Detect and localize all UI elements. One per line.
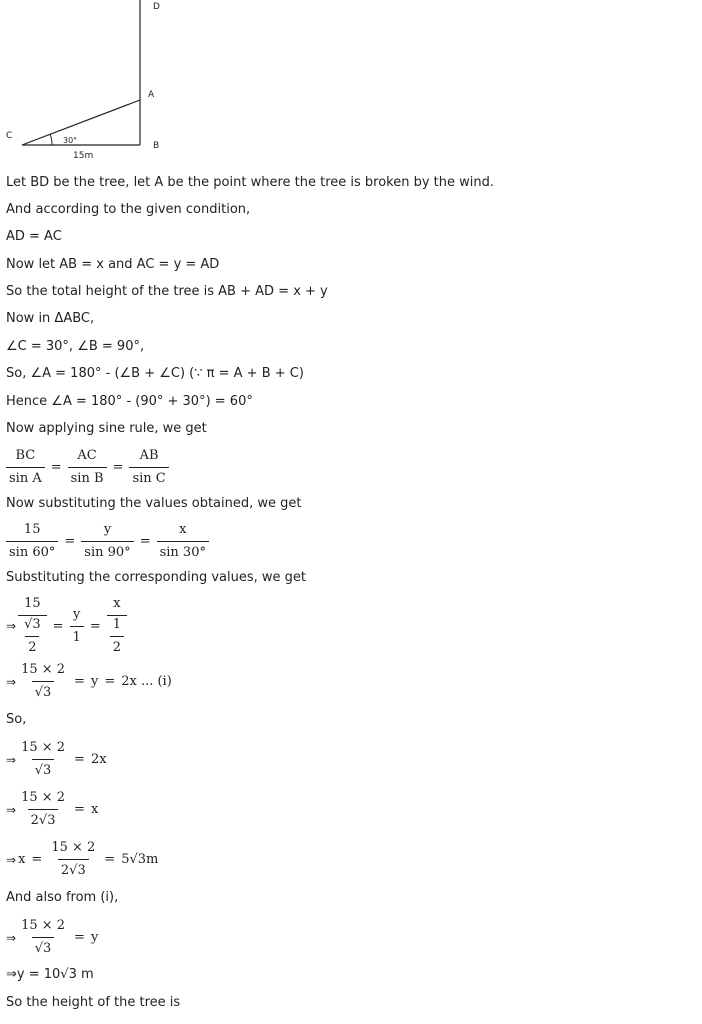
fraction-denominator: 2√3 — [28, 809, 59, 829]
equation-term: x — [90, 802, 99, 817]
fraction-denominator: √3 — [32, 681, 55, 701]
fraction-denominator: 2√3 — [58, 859, 89, 879]
equation-term: 5√3m — [121, 852, 159, 867]
fraction-numerator: 15 × 2 — [21, 790, 66, 805]
fraction-numerator: x — [179, 522, 187, 537]
equals-sign: = — [89, 618, 101, 634]
fraction-denominator: sin 90° — [81, 541, 133, 561]
equals-sign: = — [104, 674, 116, 689]
text-line-1: Let BD be the tree, let A be the point where the tree is broken by the wind. — [6, 175, 495, 190]
fraction-numerator: 15 × 2 — [21, 740, 66, 755]
equals-sign: = — [52, 618, 64, 634]
equation-term: y — [90, 674, 99, 689]
tree-diagram — [0, 0, 200, 170]
text-line-12: Substituting the corresponding values, we get — [6, 570, 306, 585]
label-base: 15m — [73, 151, 94, 161]
label-angle: 30° — [63, 136, 78, 145]
text-line-3: AD = AC — [6, 229, 62, 244]
implies-arrow: ⇒ — [6, 619, 17, 633]
equation-b — [6, 790, 98, 829]
text-line-10: Now applying sine rule, we get — [6, 421, 207, 436]
fraction-numerator: AC — [77, 448, 97, 463]
equation-substitution-2 — [6, 596, 127, 656]
fraction-denominator: √3 — [32, 937, 55, 957]
fraction-denominator: √3 — [32, 759, 55, 779]
equation-sine-rule — [6, 448, 169, 487]
fraction-denominator: 1 — [70, 626, 84, 646]
fraction-numerator: 15 — [23, 522, 41, 537]
fraction-numerator: 15 × 2 — [21, 662, 66, 677]
fraction-numerator: 1 — [112, 617, 121, 632]
equals-sign: = — [50, 460, 62, 475]
label-d: D — [153, 2, 160, 12]
text-line-8: So, ∠A = 180° - (∠B + ∠C) (∵ π = A + B + C) — [6, 366, 304, 381]
equation-term: 2x — [90, 752, 107, 767]
fraction-denominator: sin B — [68, 467, 107, 487]
implies-arrow: ⇒ — [6, 752, 17, 767]
equals-sign: = — [74, 930, 85, 945]
implies-arrow: ⇒ — [6, 930, 17, 945]
fraction-numerator: BC — [15, 448, 36, 463]
equation-c — [6, 840, 158, 879]
fraction-denominator: sin 30° — [157, 541, 209, 561]
equals-sign: = — [31, 852, 43, 867]
fraction-numerator: y — [72, 606, 81, 622]
equals-sign: = — [74, 752, 85, 767]
implies-arrow: ⇒ — [6, 674, 17, 689]
equation-a — [6, 740, 107, 779]
equals-sign: = — [112, 460, 124, 475]
fraction-denominator: sin 60° — [6, 541, 58, 561]
fraction-numerator: y — [103, 522, 112, 537]
text-line-4: Now let AB = x and AC = y = AD — [6, 257, 220, 272]
text-line-13: So, — [6, 712, 27, 727]
fraction-denominator: 2 — [25, 636, 39, 656]
implies-arrow: ⇒ — [6, 802, 17, 817]
fraction-denominator: 2 — [110, 636, 124, 656]
fraction-numerator: 15 × 2 — [51, 840, 96, 855]
text-line-15: ⇒y = 10√3 m — [6, 967, 94, 982]
fraction-denominator: sin A — [6, 467, 45, 487]
fraction-numerator: √3 — [24, 617, 41, 632]
implies-arrow: ⇒ — [6, 852, 17, 867]
text-line-11: Now substituting the values obtained, we get — [6, 496, 302, 511]
fraction-numerator: x — [113, 596, 121, 611]
text-line-7: ∠C = 30°, ∠B = 90°, — [6, 339, 145, 354]
angle-arc — [50, 134, 52, 145]
equation-term: x — [18, 852, 26, 867]
text-line-5: So the total height of the tree is AB + AD = x + y — [6, 284, 328, 299]
equals-sign: = — [64, 534, 76, 549]
equation-i — [6, 662, 172, 701]
fraction-denominator: sin C — [129, 467, 168, 487]
fraction-numerator: 15 × 2 — [21, 918, 66, 933]
label-b: B — [153, 141, 160, 151]
text-line-6: Now in ΔABC, — [6, 311, 95, 326]
equals-sign: = — [104, 852, 116, 867]
equals-sign: = — [74, 674, 85, 689]
text-line-9: Hence ∠A = 180° - (90° + 30°) = 60° — [6, 394, 253, 409]
label-c: C — [6, 131, 13, 141]
broken-part-ac — [22, 100, 140, 145]
equation-term: 2x ... (i) — [121, 674, 172, 689]
label-a: A — [148, 90, 155, 100]
equation-substitution-1 — [6, 522, 209, 561]
fraction-numerator: AB — [139, 448, 159, 463]
text-line-14: And also from (i), — [6, 890, 119, 905]
equals-sign: = — [74, 802, 85, 817]
equation-d — [6, 918, 98, 957]
text-line-16: So the height of the tree is — [6, 995, 181, 1010]
equals-sign: = — [139, 534, 151, 549]
fraction-numerator: 15 — [24, 596, 41, 611]
text-line-2: And according to the given condition, — [6, 202, 251, 217]
equation-term: y — [90, 930, 99, 945]
